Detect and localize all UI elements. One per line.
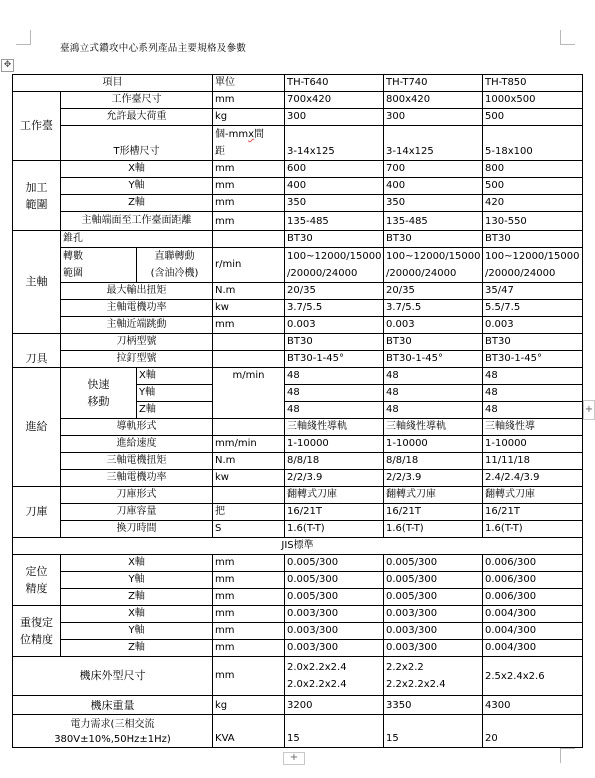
cell-value: 8/8/18 bbox=[384, 453, 483, 470]
row-label: Z軸 bbox=[61, 640, 213, 657]
label-line: 移動 bbox=[87, 395, 110, 408]
row-label bbox=[61, 368, 137, 419]
row-label: 允許最大荷重 bbox=[61, 109, 213, 126]
cell-value: 0.005/300 bbox=[285, 555, 384, 572]
row-unit: mm bbox=[213, 178, 285, 195]
cell-value: 8/8/18 bbox=[285, 453, 384, 470]
row-label bbox=[61, 248, 137, 283]
row-label: Y軸 bbox=[61, 178, 213, 195]
row-unit: mm bbox=[213, 212, 285, 231]
table-row bbox=[13, 92, 583, 109]
row-label: 刀柄型號 bbox=[61, 334, 213, 351]
cell-value: 3350 bbox=[384, 696, 483, 715]
table-row bbox=[13, 300, 583, 317]
cell-value: 16/21T bbox=[285, 504, 384, 521]
page-corner-mark-top-left bbox=[16, 30, 31, 45]
group-label bbox=[13, 606, 61, 657]
cell-value: 0.005/300 bbox=[384, 572, 483, 589]
cell-value bbox=[285, 657, 384, 696]
row-label: X軸 bbox=[61, 606, 213, 623]
cell-value: 3.7/5.5 bbox=[384, 300, 483, 317]
cell-value: 0.004/300 bbox=[483, 623, 583, 640]
cell-value: 0.003/300 bbox=[285, 640, 384, 657]
cell-value: 三軸綫性導軌 bbox=[285, 419, 384, 436]
row-label bbox=[13, 715, 213, 748]
cell-value: 48 bbox=[483, 402, 583, 419]
row-sublabel bbox=[137, 248, 213, 283]
cell-value: 0.003/300 bbox=[384, 623, 483, 640]
row-unit: kw bbox=[213, 300, 285, 317]
row-label: 機床重量 bbox=[13, 696, 213, 715]
cell-value: BT30 bbox=[285, 334, 384, 351]
cell-value: 15 bbox=[384, 715, 483, 748]
row-unit: r/min bbox=[213, 248, 285, 283]
table-row bbox=[13, 696, 583, 715]
table-row bbox=[13, 715, 583, 748]
cell-value: 0.004/300 bbox=[483, 640, 583, 657]
group-label: 主軸 bbox=[13, 231, 61, 334]
row-label: T形槽尺寸 bbox=[61, 126, 213, 161]
cell-value: 0.003/300 bbox=[285, 623, 384, 640]
cell-value: 48 bbox=[384, 385, 483, 402]
table-row bbox=[13, 317, 583, 334]
row-label: X軸 bbox=[61, 555, 213, 572]
row-unit: mm bbox=[213, 317, 285, 334]
group-label-line: 重復定 bbox=[20, 616, 53, 629]
group-label: 刀具 bbox=[13, 334, 61, 368]
table-row bbox=[13, 487, 583, 504]
table-row bbox=[13, 470, 583, 487]
cell-value: BT30 bbox=[483, 334, 583, 351]
cell-value bbox=[384, 248, 483, 283]
row-unit: mm/min bbox=[213, 436, 285, 453]
cell-value: 1000x500 bbox=[483, 92, 583, 109]
cell-value: 三軸綫性導 bbox=[483, 419, 583, 436]
table-row bbox=[13, 606, 583, 623]
table-row bbox=[13, 283, 583, 300]
cell-value: 0.005/300 bbox=[384, 555, 483, 572]
cell-value: 135-485 bbox=[285, 212, 384, 231]
cell-value: 48 bbox=[384, 402, 483, 419]
add-column-icon[interactable]: + bbox=[583, 400, 595, 420]
table-row bbox=[13, 178, 583, 195]
cell-value bbox=[384, 657, 483, 696]
value-line: 100~12000/15000 bbox=[485, 251, 580, 262]
page-corner-mark-bottom-right bbox=[560, 748, 575, 763]
cell-value: 48 bbox=[285, 402, 384, 419]
row-unit: m/min bbox=[213, 368, 285, 419]
row-label: 三軸電機扭矩 bbox=[61, 453, 213, 470]
value-line: /20000/24000 bbox=[386, 268, 457, 279]
row-unit: mm bbox=[213, 640, 285, 657]
page-corner-mark-top-right bbox=[560, 30, 575, 45]
unit-text: 距 bbox=[215, 146, 226, 157]
cell-value: 15 bbox=[285, 715, 384, 748]
cell-value: 3200 bbox=[285, 696, 384, 715]
table-row bbox=[13, 161, 583, 178]
row-unit: N.m bbox=[213, 283, 285, 300]
group-label-line: 範圍 bbox=[25, 197, 48, 211]
cell-value: 400 bbox=[384, 178, 483, 195]
cell-value: 0.003 bbox=[285, 317, 384, 334]
value-line: 2.0x2.2x2.4 bbox=[287, 679, 347, 690]
group-label-line: 精度 bbox=[25, 582, 48, 595]
cell-value: 0.005/300 bbox=[285, 589, 384, 606]
label-line: 轉數 bbox=[63, 251, 83, 262]
table-row bbox=[13, 212, 583, 231]
cell-value: 0.003/300 bbox=[384, 640, 483, 657]
row-unit: N.m bbox=[213, 453, 285, 470]
cell-value: 三軸綫性導軌 bbox=[384, 419, 483, 436]
cell-value: 1.6(T-T) bbox=[285, 521, 384, 538]
label-line: 快速 bbox=[87, 378, 110, 391]
row-unit bbox=[213, 351, 285, 368]
value-line: 2.2x2.2x2.4 bbox=[386, 679, 446, 690]
table-row bbox=[13, 555, 583, 572]
table-row bbox=[13, 572, 583, 589]
cell-value: 130-550 bbox=[483, 212, 583, 231]
row-unit: mm bbox=[213, 589, 285, 606]
unit-text: 個-mm bbox=[215, 129, 249, 140]
group-label: 工作臺 bbox=[13, 92, 61, 161]
cell-value: 48 bbox=[483, 385, 583, 402]
label-line: 範圍 bbox=[63, 268, 83, 279]
row-unit bbox=[213, 126, 285, 161]
cell-value: 350 bbox=[384, 195, 483, 212]
row-label: Y軸 bbox=[61, 572, 213, 589]
cell-value: 135-485 bbox=[384, 212, 483, 231]
cell-value: 700x420 bbox=[285, 92, 384, 109]
cell-value: 5.5/7.5 bbox=[483, 300, 583, 317]
row-unit bbox=[213, 231, 285, 248]
cell-value: 48 bbox=[285, 385, 384, 402]
cell-value: 420 bbox=[483, 195, 583, 212]
cell-value: 48 bbox=[285, 368, 384, 385]
row-label: Z軸 bbox=[61, 589, 213, 606]
cell-value: 0.003 bbox=[483, 317, 583, 334]
group-label-line: 定位 bbox=[25, 565, 48, 578]
table-row bbox=[13, 419, 583, 436]
header-unit: 單位 bbox=[213, 75, 285, 92]
label-line: 380V±10%,50Hz±1Hz) bbox=[54, 734, 171, 745]
row-unit: mm bbox=[213, 657, 285, 696]
cell-value: BT30-1-45° bbox=[384, 351, 483, 368]
table-row bbox=[13, 623, 583, 640]
row-label: 最大輸出扭矩 bbox=[61, 283, 213, 300]
row-unit bbox=[213, 419, 285, 436]
cell-value: 0.006/300 bbox=[483, 555, 583, 572]
cell-value: 0.006/300 bbox=[483, 572, 583, 589]
cell-value: BT30 bbox=[384, 334, 483, 351]
cell-value bbox=[285, 248, 384, 283]
cell-value: 1.6(T-T) bbox=[483, 521, 583, 538]
cell-value: 1-10000 bbox=[285, 436, 384, 453]
cell-value: 5-18x100 bbox=[483, 126, 583, 161]
cell-value: 1.6(T-T) bbox=[384, 521, 483, 538]
label-line: 直聯轉動 bbox=[154, 251, 195, 262]
row-label: 刀庫形式 bbox=[61, 487, 213, 504]
unit-text: 間 bbox=[254, 129, 265, 140]
cell-value: 0.003/300 bbox=[384, 606, 483, 623]
row-sublabel: Y軸 bbox=[137, 385, 213, 402]
row-unit bbox=[213, 487, 285, 504]
row-label: 錐孔 bbox=[61, 231, 213, 248]
value-line: 2.2x2.2 bbox=[386, 662, 424, 673]
table-header-row bbox=[13, 75, 583, 92]
cell-value: 11/11/18 bbox=[483, 453, 583, 470]
add-row-icon[interactable]: + bbox=[283, 752, 305, 765]
row-unit: kg bbox=[213, 109, 285, 126]
header-item: 項目 bbox=[13, 75, 213, 92]
row-label: 工作臺尺寸 bbox=[61, 92, 213, 109]
spec-table bbox=[12, 74, 583, 748]
cell-value: BT30 bbox=[384, 231, 483, 248]
table-row bbox=[13, 657, 583, 696]
cell-value: 2.4/2.4/3.9 bbox=[483, 470, 583, 487]
row-unit: mm bbox=[213, 623, 285, 640]
group-label bbox=[13, 161, 61, 231]
cell-value: 2/2/3.9 bbox=[285, 470, 384, 487]
cell-value: 700 bbox=[384, 161, 483, 178]
table-row bbox=[13, 589, 583, 606]
cell-value: BT30-1-45° bbox=[483, 351, 583, 368]
table-row bbox=[13, 640, 583, 657]
table-row bbox=[13, 504, 583, 521]
label-line: 電力需求(三相交流 bbox=[70, 719, 155, 730]
table-row bbox=[13, 334, 583, 351]
cell-value: 500 bbox=[483, 109, 583, 126]
row-unit: mm bbox=[213, 606, 285, 623]
group-label bbox=[13, 555, 61, 606]
table-row bbox=[13, 109, 583, 126]
cell-value: 400 bbox=[285, 178, 384, 195]
row-label: 刀庫容量 bbox=[61, 504, 213, 521]
cell-value: BT30 bbox=[285, 231, 384, 248]
group-label-line: 位精度 bbox=[20, 633, 53, 646]
table-row bbox=[13, 436, 583, 453]
row-unit: 把 bbox=[213, 504, 285, 521]
cell-value: 2/2/3.9 bbox=[384, 470, 483, 487]
cell-value: 0.006/300 bbox=[483, 589, 583, 606]
row-label: 三軸電機功率 bbox=[61, 470, 213, 487]
row-label: Z軸 bbox=[61, 195, 213, 212]
row-label: X軸 bbox=[61, 161, 213, 178]
row-sublabel: Z軸 bbox=[137, 402, 213, 419]
cell-value: 0.003 bbox=[384, 317, 483, 334]
header-model: TH-T740 bbox=[384, 75, 483, 92]
cell-value: 300 bbox=[285, 109, 384, 126]
row-label: 換刀時間 bbox=[61, 521, 213, 538]
cell-value: 0.005/300 bbox=[285, 572, 384, 589]
cell-value: 1-10000 bbox=[483, 436, 583, 453]
cell-value: 350 bbox=[285, 195, 384, 212]
cell-value: 翻轉式刀庫 bbox=[483, 487, 583, 504]
table-row bbox=[13, 351, 583, 368]
cell-value: 20/35 bbox=[384, 283, 483, 300]
cell-value: 0.003/300 bbox=[285, 606, 384, 623]
cell-value: 0.005/300 bbox=[384, 589, 483, 606]
row-label: 主軸近端跳動 bbox=[61, 317, 213, 334]
value-line: 100~12000/15000 bbox=[287, 251, 382, 262]
row-unit bbox=[213, 334, 285, 351]
cell-value: 1-10000 bbox=[384, 436, 483, 453]
value-line: 2.5x2.4x2.6 bbox=[485, 670, 545, 682]
header-model: TH-T640 bbox=[285, 75, 384, 92]
cell-value: 35/47 bbox=[483, 283, 583, 300]
table-row bbox=[13, 453, 583, 470]
group-label: 刀庫 bbox=[13, 487, 61, 538]
cell-value: 20 bbox=[483, 715, 583, 748]
cell-value: 600 bbox=[285, 161, 384, 178]
row-unit: mm bbox=[213, 161, 285, 178]
row-unit: mm bbox=[213, 195, 285, 212]
cell-value: 300 bbox=[384, 109, 483, 126]
value-line: 100~12000/15000 bbox=[386, 251, 481, 262]
cell-value: 0.004/300 bbox=[483, 606, 583, 623]
unit-text: x bbox=[248, 129, 255, 140]
cell-value: 翻轉式刀庫 bbox=[285, 487, 384, 504]
cell-value bbox=[483, 657, 583, 696]
row-sublabel: X軸 bbox=[137, 368, 213, 385]
cell-value bbox=[483, 248, 583, 283]
value-line: 2.0x2.2x2.4 bbox=[287, 662, 347, 673]
value-line: /20000/24000 bbox=[485, 268, 556, 279]
row-label: 導軌形式 bbox=[61, 419, 213, 436]
cell-value: 800x420 bbox=[384, 92, 483, 109]
row-label: Y軸 bbox=[61, 623, 213, 640]
cell-value: 500 bbox=[483, 178, 583, 195]
cell-value: 4300 bbox=[483, 696, 583, 715]
table-row bbox=[13, 538, 583, 555]
cell-value: BT30-1-45° bbox=[285, 351, 384, 368]
row-unit: KVA bbox=[213, 715, 285, 748]
label-line: (含油冷機) bbox=[150, 268, 199, 279]
table-row bbox=[13, 521, 583, 538]
cell-value: 3-14x125 bbox=[384, 126, 483, 161]
cell-value: 48 bbox=[483, 368, 583, 385]
row-unit: kw bbox=[213, 470, 285, 487]
table-row bbox=[13, 195, 583, 212]
row-label: 拉釘型號 bbox=[61, 351, 213, 368]
row-label: 主軸電機功率 bbox=[61, 300, 213, 317]
cell-value: 3-14x125 bbox=[285, 126, 384, 161]
cell-value: 800 bbox=[483, 161, 583, 178]
row-label: 主軸端面至工作臺面距離 bbox=[61, 212, 213, 231]
cell-value: 16/21T bbox=[384, 504, 483, 521]
group-label: 進給 bbox=[13, 368, 61, 487]
row-unit: mm bbox=[213, 92, 285, 109]
row-unit: S bbox=[213, 521, 285, 538]
cell-value: 20/35 bbox=[285, 283, 384, 300]
value-line: /20000/24000 bbox=[287, 268, 358, 279]
header-model: TH-T850 bbox=[483, 75, 583, 92]
cell-value: 48 bbox=[384, 368, 483, 385]
row-label: 機床外型尺寸 bbox=[13, 657, 213, 696]
cell-value: 3.7/5.5 bbox=[285, 300, 384, 317]
cell-value: 翻轉式刀庫 bbox=[384, 487, 483, 504]
table-row bbox=[13, 368, 583, 385]
cell-value: 16/21T bbox=[483, 504, 583, 521]
row-unit: kg bbox=[213, 696, 285, 715]
jis-standard-label: JIS標準 bbox=[13, 538, 583, 555]
table-row bbox=[13, 248, 583, 283]
row-unit: mm bbox=[213, 555, 285, 572]
row-label: 進給速度 bbox=[61, 436, 213, 453]
row-unit: mm bbox=[213, 572, 285, 589]
table-row bbox=[13, 126, 583, 161]
group-label-line: 加工 bbox=[25, 180, 48, 194]
table-move-handle-icon[interactable]: ✥ bbox=[1, 59, 14, 72]
document-title: 臺鴻立式鑽攻中心系列產品主要規格及參數 bbox=[60, 43, 247, 54]
cell-value: BT30 bbox=[483, 231, 583, 248]
table-row bbox=[13, 231, 583, 248]
